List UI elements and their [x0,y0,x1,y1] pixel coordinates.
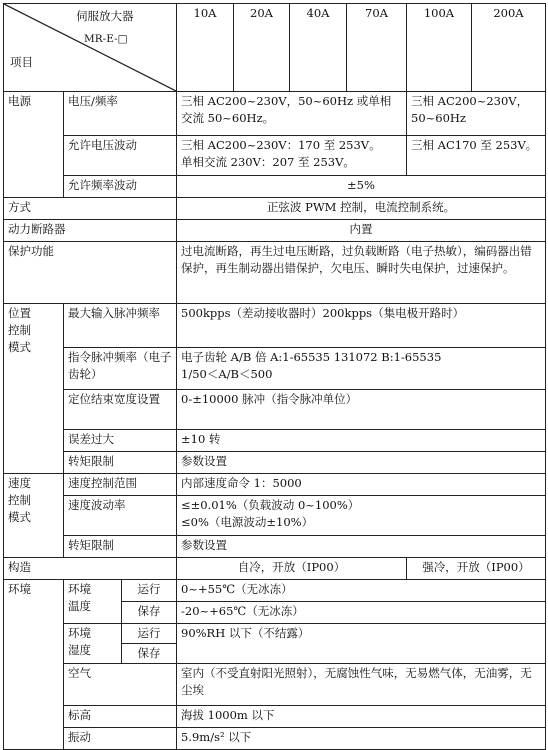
env-air-value: 室内（不受直射阳光照射），无腐蚀性气味，无易燃气体，无油雾，无尘埃 [177,664,546,706]
environment-group-label: 环境 [4,580,64,750]
position-value-error: ±10 转 [177,430,546,452]
model-10a: 10A [177,4,234,92]
allow-voltage-label: 允许电压波动 [64,136,177,176]
env-altitude-row [4,706,546,728]
model-100a: 100A [407,4,472,92]
speed-label-range: 速度控制范围 [64,474,177,496]
breaker-row [4,220,546,242]
structure-small-value: 自冷，开放（IP00） [177,558,407,580]
speed-group-label: 速度 控制 模式 [4,474,64,558]
method-row [4,198,546,220]
speed-value-range: 内部速度命令 1：5000 [177,474,546,496]
position-label-torque: 转矩限制 [64,452,177,474]
voltage-label: 电压/频率 [64,92,177,136]
voltage-small-value: 三相 AC200~230V，50~60Hz 或单相交流 50~60Hz。 [177,92,407,136]
header-title: 伺服放大器 [76,9,134,23]
env-altitude-value: 海拔 1000m 以下 [177,706,546,728]
env-temp-run-row [4,580,546,602]
allow-voltage-large-value: 三相 AC170 至 253V。 [407,136,546,176]
header-corner-cell [4,4,177,92]
position-value-in-position: 0-±10000 脉冲（指令脉冲单位） [177,390,546,430]
position-value-max-pulse: 500kpps（差动接收器时）200kpps（集电极开路时） [177,304,546,348]
speed-label-fluctuation: 速度波动率 [64,496,177,536]
position-label-in-position: 定位结束宽度设置 [64,390,177,430]
position-label-cmd-pulse: 指令脉冲频率（电子齿轮） [64,348,177,390]
env-humid-run-label: 运行 [122,624,177,644]
position-row-torque [4,452,546,474]
position-row-error [4,430,546,452]
env-humid-store-label: 保存 [122,644,177,664]
breaker-value: 内置 [177,220,546,242]
speed-row-fluctuation [4,496,546,536]
power-voltage-row [4,92,546,136]
position-label-max-pulse: 最大输入脉冲频率 [64,304,177,348]
header-row [4,4,546,92]
position-row-max-pulse [4,304,546,348]
method-value: 正弦波 PWM 控制，电流控制系统。 [177,198,546,220]
model-70a: 70A [347,4,407,92]
power-allow-voltage-row [4,136,546,176]
protection-label: 保护功能 [4,242,177,304]
spec-table [3,3,546,750]
env-temp-store-value: -20~+65℃（无冰冻） [177,602,546,624]
speed-label-torque: 转矩限制 [64,536,177,558]
structure-large-value: 强冷，开放（IP00） [407,558,546,580]
breaker-label: 动力断路器 [4,220,177,242]
power-allow-freq-row [4,176,546,198]
position-group-label: 位置 控制 模式 [4,304,64,474]
env-temp-run-label: 运行 [122,580,177,602]
position-row-cmd-pulse [4,348,546,390]
model-20a: 20A [234,4,290,92]
env-vibration-label: 振动 [64,728,177,750]
protection-value: 过电流断路，再生过电压断路，过负载断路（电子热敏），编码器出错保护，再生制动器出错保护，欠电压、瞬时失电保护，过速保护。 [177,242,546,304]
env-humid-value: 90%RH 以下（不结露） [177,624,546,664]
env-humid-label: 环境 湿度 [64,624,122,664]
env-air-row [4,664,546,706]
position-label-error: 误差过大 [64,430,177,452]
structure-label: 构造 [4,558,177,580]
env-humid-run-row [4,624,546,644]
model-40a: 40A [290,4,347,92]
spec-sheet [3,3,546,750]
position-value-cmd-pulse: 电子齿轮 A/B 倍 A:1-65535 131072 B:1-65535 1/50＜A/B＜500 [177,348,546,390]
speed-row-torque [4,536,546,558]
method-label: 方式 [4,198,177,220]
position-value-torque: 参数设置 [177,452,546,474]
structure-row [4,558,546,580]
allow-freq-value: ±5% [177,176,546,198]
env-temp-label: 环境 温度 [64,580,122,624]
position-row-in-position [4,390,546,430]
allow-voltage-small-value: 三相 AC200~230V：170 至 253V。 单相交流 230V：207 至 253V。 [177,136,407,176]
env-vibration-value: 5.9m/s² 以下 [177,728,546,750]
speed-value-torque: 参数设置 [177,536,546,558]
env-temp-store-label: 保存 [122,602,177,624]
env-vibration-row [4,728,546,750]
header-item-label: 项目 [10,55,33,69]
header-model: MR-E-□ [84,33,128,45]
model-200a: 200A [472,4,546,92]
voltage-large-value: 三相 AC200~230V，50~60Hz [407,92,546,136]
speed-value-fluctuation: ≤±0.01%（负载波动 0~100%） ≤0%（电源波动±10%） [177,496,546,536]
allow-freq-label: 允许频率波动 [64,176,177,198]
env-air-label: 空气 [64,664,177,706]
protection-row [4,242,546,304]
env-temp-run-value: 0~+55℃（无冰冻） [177,580,546,602]
power-group-label: 电源 [4,92,64,198]
env-altitude-label: 标高 [64,706,177,728]
speed-row-range [4,474,546,496]
